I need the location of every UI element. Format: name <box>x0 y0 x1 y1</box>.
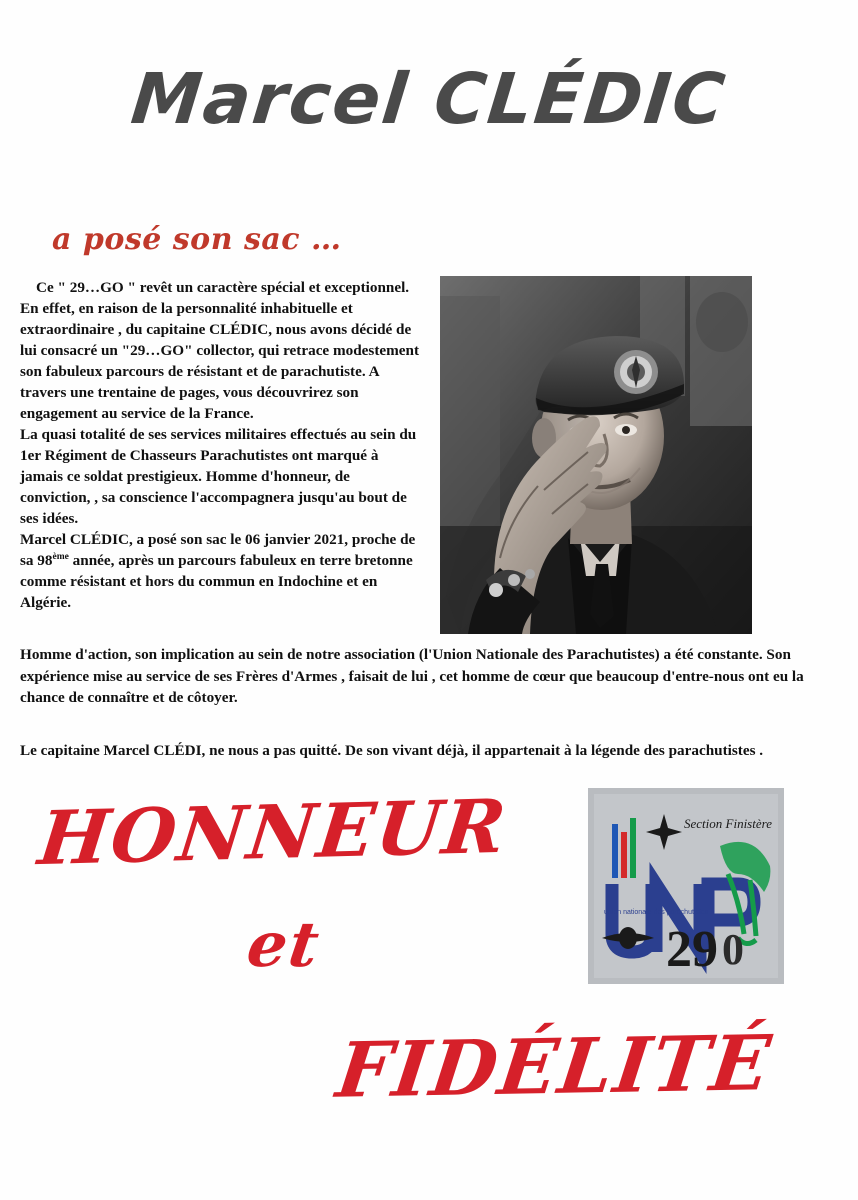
intro-text-column <box>20 278 422 614</box>
death-paragraph-ordinal: ème <box>52 551 69 562</box>
motto-line-et: et <box>242 908 326 981</box>
unp-logo-number-trailing: 0 <box>722 925 744 974</box>
page-title: Marcel CLÉDIC <box>127 58 731 140</box>
death-paragraph <box>20 530 422 614</box>
paragraph-action: Homme d'action, son implication au sein de notre association (l'Union Nationale des Parachutistes) a été constante. Son expérience mise au service de ses Frères d'Armes , faisait de lui , cet homme de cœur que beaucoup d'entre-nous ont eu la chance de connaître et de côtoyer. <box>20 646 804 707</box>
intro-paragraph-2: La quasi totalité de ses services militaires effectués au sein du 1er Régiment de Chasseurs Parachutistes ont marqué à jamais ce soldat prestigieux. Homme d'honneur, de conviction, , sa conscience l'accompagnera jusqu'au bout de ses idées. <box>20 425 417 527</box>
portrait-photo <box>440 276 752 634</box>
motto-line-fidelite: FIDÉLITÉ <box>332 1018 777 1115</box>
paragraph-legend: Le capitaine Marcel CLÉDI, ne nous a pas quitté. De son vivant déjà, il appartenait à la légende des parachutistes . <box>20 742 764 759</box>
unp-logo <box>588 788 784 984</box>
death-paragraph-part1: Marcel CLÉDIC, a posé son sac le 06 janvier 2021, proche de sa 98 <box>20 530 416 569</box>
death-paragraph-part2: année, après un parcours fabuleux en terre bretonne comme résistant et hors du commun en Indochine et en Algérie. <box>20 551 413 611</box>
motto-line-honneur: HONNEUR <box>34 783 512 883</box>
page-subtitle: a posé son sac … <box>52 222 342 257</box>
unp-logo-image <box>588 788 784 984</box>
unp-logo-small-text: union nationale des parachutistes <box>604 909 709 916</box>
unp-logo-number: 29 <box>666 921 718 978</box>
unp-logo-section-text: Section Finistère <box>684 816 772 831</box>
portrait-photo-image <box>440 276 752 634</box>
intro-paragraph-1: Ce " 29…GO " revêt un caractère spécial et exceptionnel. En effet, en raison de la personnalité inhabituelle et extraordinaire , du capitaine CLÉDIC, nous avons décidé de lui consacré un "29…GO" collector, qui retrace modestement son fabuleux parcours de résistant et de parachutiste. A travers une trentaine de pages, vous découvrirez son engagement au service de la France. <box>20 279 420 422</box>
